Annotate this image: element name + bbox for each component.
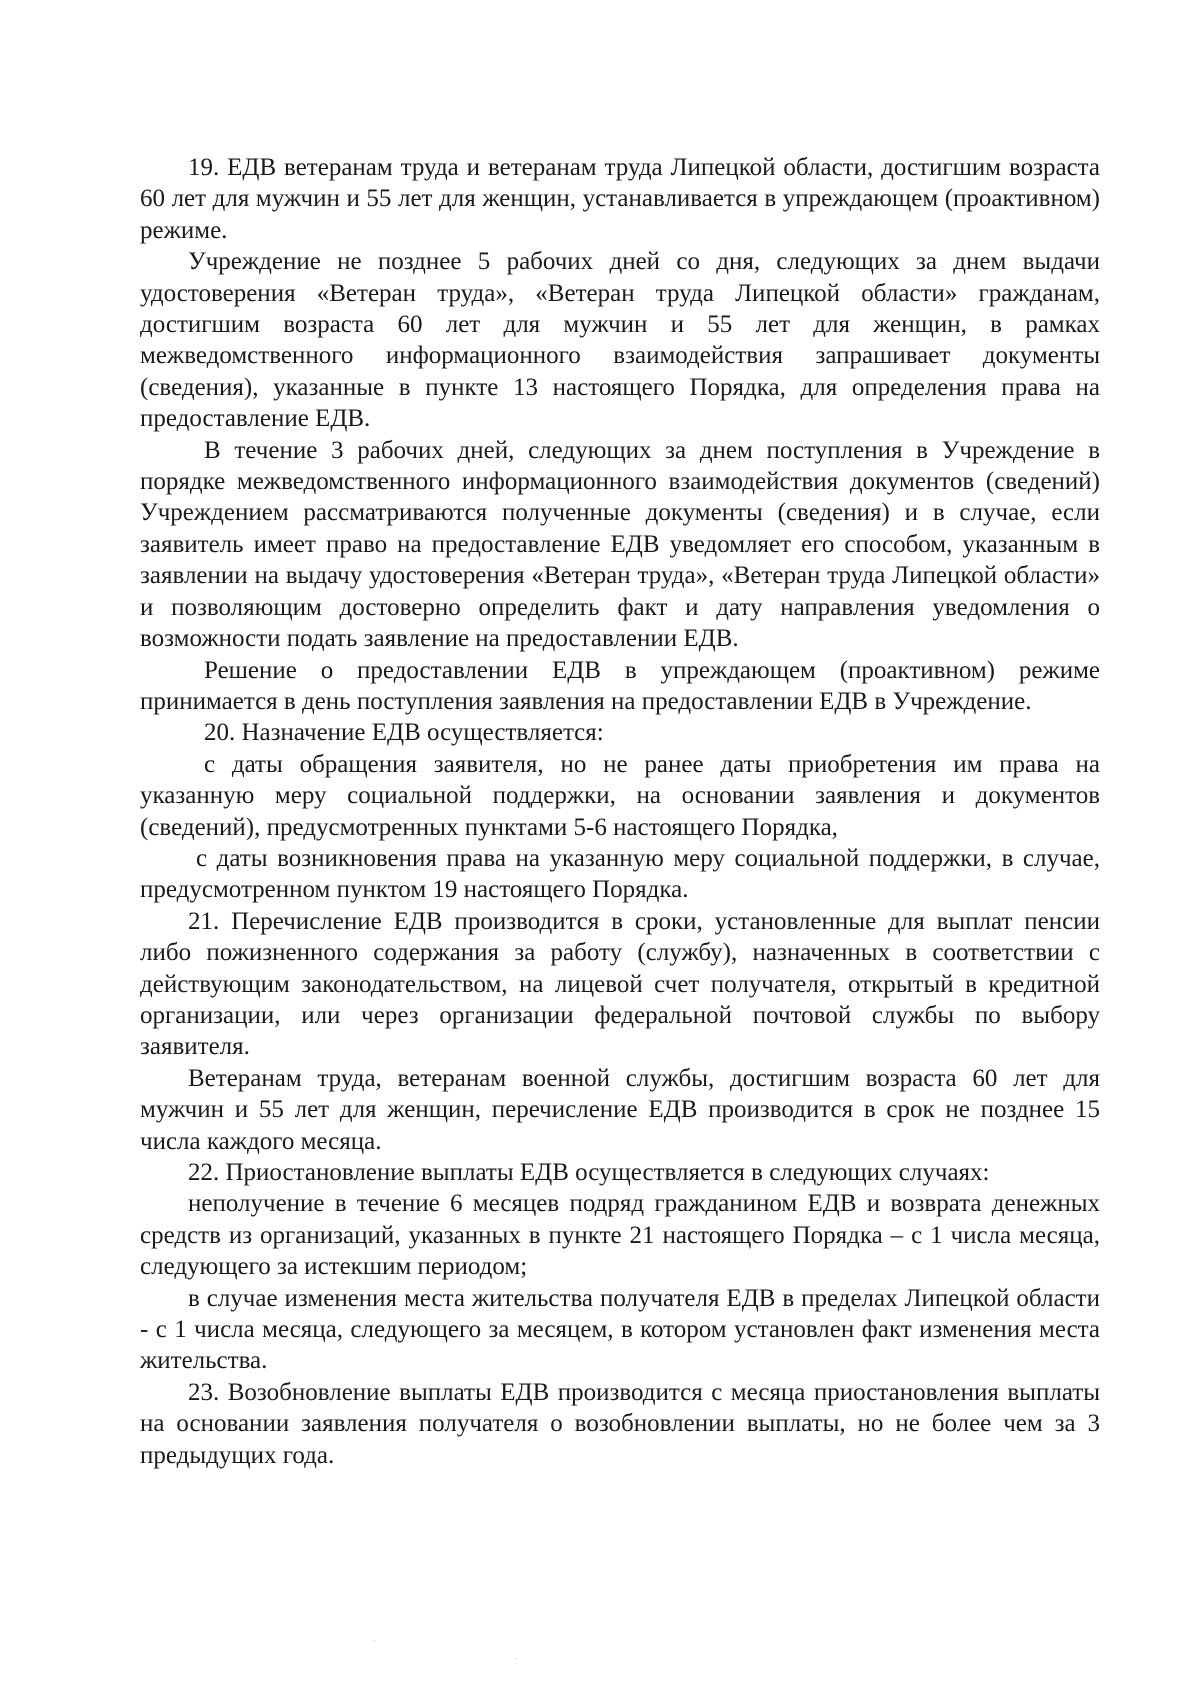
paragraph-21: 21. Перечисление ЕДВ производится в сроки, установленные для выплат пенсии либо пожизненного содержания за работу (службу), назначенных в соответствии с действующим законодательством, на лицевой счет получателя, открытый в кредитной организации, или через организации федеральной почтовой службы по выбору заявителя. (140, 907, 1100, 1061)
paragraph-21-veterans: Ветеранам труда, ветеранам военной службы, достигшим возраста 60 лет для мужчин и 55 лет для женщин, перечисление ЕДВ производится в срок не позднее 15 числа каждого месяца. (140, 1064, 1100, 1155)
paragraph-20-item-a: с даты обращения заявителя, но не ранее даты приобретения им права на указанную меру социальной поддержки, на основании заявления и документов (сведений), предусмотренных пунктами 5-6 настоящего Порядка, (140, 750, 1100, 841)
document-body (140, 152, 1100, 1471)
paragraph-22: 22. Приостановление выплаты ЕДВ осуществляется в следующих случаях: (188, 1159, 990, 1186)
paragraph-22-item-a: неполучение в течение 6 месяцев подряд гражданином ЕДВ и возврата денежных средств из организаций, указанных в пункте 21 настоящего Порядка – с 1 числа месяца, следующего за истекшим периодом; (140, 1190, 1100, 1281)
paragraph-20-item-b: с даты возникновения права на указанную меру социальной поддержки, в случае, предусмотренном пунктом 19 настоящего Порядка. (140, 844, 1100, 904)
paragraph-20: 20. Назначение ЕДВ осуществляется: (204, 719, 604, 747)
paragraph-19-review: В течение 3 рабочих дней, следующих за днем поступления в Учреждение в порядке межведомственного информационного взаимодействия документов (сведений) Учреждением рассматриваются полученные документы (сведения) и в случае, если заявитель имеет право на предоставление ЕДВ уведомляет его способом, указанным в заявлении на выдачу удостоверения «Ветеран труда», «Ветеран труда Липецкой области» и позволяющим достоверно определить факт и дату направления уведомления о возможности подать заявление на предоставлении ЕДВ. (140, 436, 1100, 653)
scan-speck (374, 1640, 375, 1641)
paragraph-22-item-b: в случае изменения места жительства получателя ЕДВ в пределах Липецкой области - с 1 числа месяца, следующего за месяцем, в котором установлен факт изменения места жительства. (140, 1284, 1100, 1375)
scan-speck (516, 1658, 517, 1659)
paragraph-19: 19. ЕДВ ветеранам труда и ветеранам труда Липецкой области, достигшим возраста 60 лет для мужчин и 55 лет для женщин, устанавливается в упреждающем (проактивном) режиме. (140, 154, 1100, 244)
paragraph-19-institution-request: Учреждение не позднее 5 рабочих дней со дня, следующих за днем выдачи удостоверения «Ветеран труда», «Ветеран труда Липецкой области» гражданам, достигшим возраста 60 лет для мужчин и 55 лет для женщин, в рамках межведомственного информационного взаимодействия запрашивает документы (сведения), указанные в пункте 13 настоящего Порядка, для определения права на предоставление ЕДВ. (140, 248, 1100, 433)
paragraph-23: 23. Возобновление выплаты ЕДВ производится с месяца приостановления выплаты на основании заявления получателя о возобновлении выплаты, но не более чем за 3 предыдущих года. (140, 1378, 1100, 1469)
paragraph-19-decision: Решение о предоставлении ЕДВ в упреждающем (проактивном) режиме принимается в день поступления заявления на предоставлении ЕДВ в Учреждение. (140, 656, 1100, 715)
